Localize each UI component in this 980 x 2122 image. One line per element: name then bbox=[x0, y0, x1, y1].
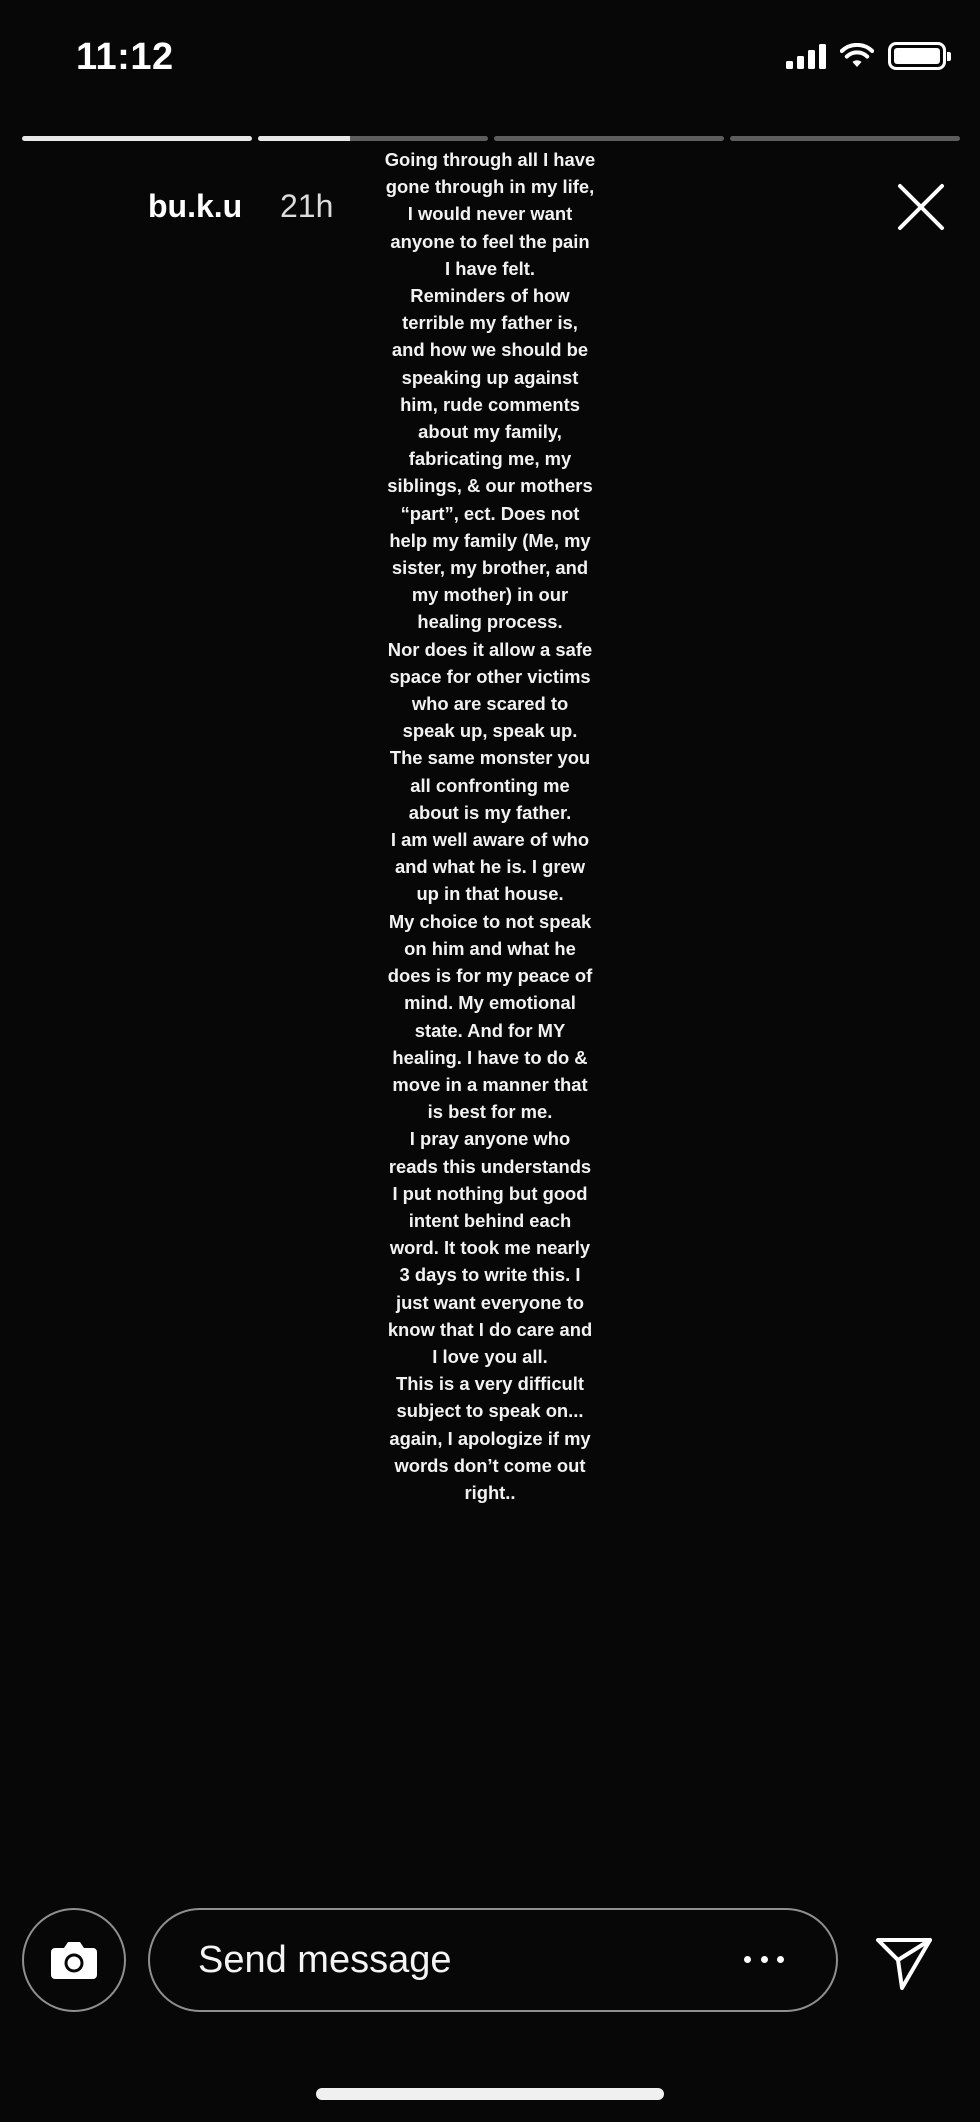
story-text-line: right.. bbox=[464, 1481, 516, 1503]
story-text-line: about my family, bbox=[418, 421, 562, 443]
story-text-line: I have felt. bbox=[445, 257, 535, 279]
story-text-line: I would never want bbox=[407, 203, 573, 225]
send-paper-plane-icon[interactable] bbox=[872, 1930, 936, 1994]
status-time: 11:12 bbox=[76, 36, 174, 78]
story-text-line: him, rude comments bbox=[400, 393, 580, 415]
send-message-placeholder: Send message bbox=[198, 1938, 452, 1981]
story-progress-segment bbox=[494, 136, 724, 141]
story-text-line: up in that house. bbox=[416, 883, 564, 905]
story-text-line: does is for my peace of bbox=[387, 965, 593, 987]
story-text-line: Nor does it allow a safe bbox=[387, 638, 593, 660]
story-text-line: on him and what he bbox=[404, 937, 576, 959]
story-text-line: 3 days to write this. I bbox=[399, 1264, 581, 1286]
story-text-line: healing. I have to do & bbox=[392, 1046, 588, 1068]
story-text-line: terrible my father is, bbox=[402, 312, 578, 334]
story-progress-bar bbox=[22, 136, 960, 141]
home-indicator bbox=[316, 2088, 664, 2100]
story-text-line: words don’t come out bbox=[394, 1454, 586, 1476]
story-text-line: subject to speak on... bbox=[396, 1400, 584, 1422]
story-username[interactable]: bu.k.u bbox=[148, 188, 243, 224]
story-text-line: “part”, ect. Does not bbox=[400, 502, 580, 524]
story-text-line: mind. My emotional bbox=[404, 992, 576, 1014]
story-progress-segment bbox=[258, 136, 488, 141]
story-text-line: and how we should be bbox=[391, 339, 589, 361]
wifi-icon bbox=[840, 43, 874, 69]
story-text-line: speaking up against bbox=[401, 366, 579, 388]
story-text-line: I love you all. bbox=[432, 1345, 548, 1367]
story-text-line: space for other victims bbox=[389, 665, 591, 687]
camera-button[interactable] bbox=[22, 1908, 126, 2012]
story-text-line: my mother) in our bbox=[411, 584, 569, 606]
battery-icon bbox=[888, 42, 946, 70]
story-time-ago: 21h bbox=[280, 188, 334, 224]
camera-icon bbox=[49, 1939, 99, 1981]
cellular-signal-icon bbox=[786, 43, 826, 69]
story-text-line: My choice to not speak bbox=[388, 910, 592, 932]
story-text-line: anyone to feel the pain bbox=[390, 230, 590, 252]
story-text-line: reads this understands bbox=[388, 1155, 592, 1177]
story-text-line: just want everyone to bbox=[395, 1291, 585, 1313]
story-progress-fill bbox=[258, 136, 350, 141]
story-progress-fill bbox=[22, 136, 252, 141]
story-text-line: who are scared to bbox=[411, 693, 569, 715]
story-text-line: about is my father. bbox=[408, 801, 572, 823]
story-progress-segment bbox=[730, 136, 960, 141]
story-text-line: sister, my brother, and bbox=[391, 557, 589, 579]
story-text-line: The same monster you bbox=[389, 747, 591, 769]
story-text-line: healing process. bbox=[417, 611, 563, 633]
story-text-line: I pray anyone who bbox=[409, 1128, 571, 1150]
status-icons bbox=[786, 42, 946, 70]
story-text-line: speak up, speak up. bbox=[402, 720, 578, 742]
story-progress-segment bbox=[22, 136, 252, 141]
story-text-line: Reminders of how bbox=[410, 285, 570, 307]
story-text-line: all confronting me bbox=[410, 774, 570, 796]
story-text-line: is best for me. bbox=[427, 1101, 553, 1123]
send-message-input[interactable] bbox=[148, 1908, 838, 2012]
story-text-line: This is a very difficult bbox=[395, 1373, 585, 1395]
story-text-line: gone through in my life, bbox=[385, 176, 595, 198]
story-text-line: know that I do care and bbox=[387, 1318, 593, 1340]
story-text-line: fabricating me, my bbox=[408, 448, 572, 470]
more-horizontal-icon[interactable] bbox=[744, 1954, 784, 1966]
story-text-line: move in a manner that bbox=[392, 1073, 588, 1095]
story-text-line: Going through all I have bbox=[384, 149, 596, 170]
story-text-line: intent behind each bbox=[408, 1209, 572, 1231]
story-text-line: again, I apologize if my bbox=[389, 1427, 591, 1449]
story-text-line: help my family (Me, my bbox=[389, 529, 591, 551]
close-icon[interactable] bbox=[890, 176, 952, 238]
story-text-line: I am well aware of who bbox=[390, 829, 590, 851]
story-text-line: word. It took me nearly bbox=[389, 1237, 591, 1259]
story-text bbox=[370, 146, 610, 1506]
story-text-line: state. And for MY bbox=[414, 1019, 566, 1041]
story-text-line: siblings, & our mothers bbox=[387, 475, 593, 497]
story-text-line: I put nothing but good bbox=[392, 1182, 588, 1204]
story-text-line: and what he is. I grew bbox=[394, 856, 586, 878]
